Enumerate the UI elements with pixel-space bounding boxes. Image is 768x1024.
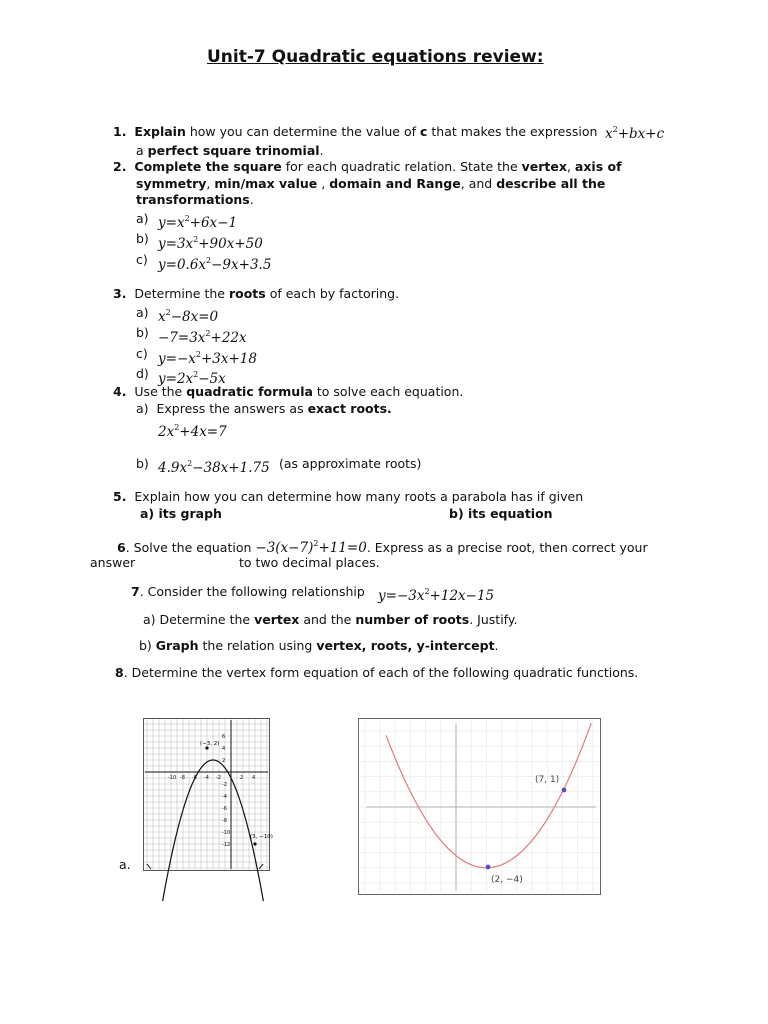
graph-a-x-tick-label: -4 (204, 775, 209, 781)
q7-part-b: b) Graph the relation using vertex, roots, y-intercept. (139, 638, 499, 653)
q1-line2: a perfect square trinomial. (136, 143, 324, 158)
q2-item-b-label: b) (136, 231, 149, 246)
q1-expression: $x^2+bx+c$ (605, 125, 665, 142)
q3-item-d-expr: $y=2x^2-5x$ (158, 370, 226, 387)
graph-a-y-tick-label: -10 (222, 830, 231, 836)
graph-a-y-tick-label: 4 (222, 746, 226, 752)
q2-item-a-label: a) (136, 211, 149, 226)
q5-line1: 5. Explain how you can determine how many roots a parabola has if given (113, 489, 584, 504)
q2-item-a-expr: $y=x^2+6x-1$ (158, 214, 238, 231)
q4-part-b-note: (as approximate roots) (279, 456, 422, 471)
page-title: Unit-7 Quadratic equations review: (207, 47, 544, 67)
q5-part-b: b) its equation (449, 506, 553, 521)
graph-a (143, 718, 273, 871)
q1-line1: 1. Explain how you can determine the value of c that makes the expression (113, 124, 598, 139)
graph-b (358, 718, 601, 895)
q4-part-a: a) Express the answers as exact roots. (136, 401, 392, 416)
q3-line1: 3. Determine the roots of each by factoring. (113, 286, 400, 301)
q7-part-a: a) Determine the vertex and the number of roots. Justify. (143, 612, 518, 627)
q4-line1: 4. Use the quadratic formula to solve each equation. (113, 384, 464, 399)
q3-item-d-label: d) (136, 366, 149, 381)
graph-a-y-tick-label: 2 (222, 758, 226, 764)
q4-part-b-expr: $4.9x^2-38x+1.75$ (158, 459, 270, 476)
q4-part-a-expr: $2x^2+4x=7$ (158, 423, 227, 440)
q5-part-a: a) its graph (140, 506, 222, 521)
graph-a-x-tick-label: -10 (168, 775, 177, 781)
q6-line2-answer: answer (90, 555, 136, 570)
graph-b-marked-point (562, 788, 567, 793)
q3-item-a-expr: $x^2-8x=0$ (158, 308, 219, 325)
q2-line3: transformations. (136, 192, 254, 207)
graph-a-x-tick-label: 2 (240, 775, 244, 781)
q2-item-c-label: c) (136, 252, 148, 267)
graph-b-point-label: (7, 1) (535, 775, 560, 785)
q2-item-b-expr: $y=3x^2+90x+50$ (158, 235, 263, 252)
q6-line2-rest: to two decimal places. (239, 555, 380, 570)
graph-a-y-tick-label: -12 (222, 842, 231, 848)
graph-b-vertex-label: (2, −4) (491, 875, 523, 885)
graph-a-x-tick-label: -2 (216, 775, 221, 781)
q2-line1: 2. Complete the square for each quadratic relation. State the vertex, axis of (113, 159, 622, 174)
q8-line1: 8. Determine the vertex form equation of each of the following quadratic functions. (115, 665, 639, 680)
q7-line1: 7. Consider the following relationship (131, 584, 365, 599)
q3-item-c-label: c) (136, 346, 148, 361)
graph-a-point-label: (3, −10) (250, 834, 273, 840)
q3-item-c-expr: $y=-x^2+3x+18$ (158, 350, 257, 367)
graph-a-y-tick-label: -8 (222, 818, 227, 824)
graph-a-y-tick-label: 6 (222, 734, 226, 740)
q3-item-b-label: b) (136, 325, 149, 340)
graph-a-y-tick-label: -6 (222, 806, 227, 812)
graph-a-vertex-label: (−3, 2) (200, 741, 220, 747)
graph-a-y-tick-label: -2 (222, 782, 227, 788)
q3-item-a-label: a) (136, 305, 149, 320)
q4-part-b-label: b) (136, 456, 149, 471)
q6-line1: 6. Solve the equation $-3(x-7)^2+11=0$. Express as a precise root, then correct your (117, 539, 648, 556)
q3-item-b-expr: $-7=3x^2+22x$ (158, 329, 247, 346)
q6-expression: $-3(x-7)^2+11=0$ (255, 539, 367, 556)
graph-a-marked-point (253, 842, 256, 845)
graph-a-x-tick-label: -8 (180, 775, 185, 781)
graph-a-y-tick-label: -4 (222, 794, 227, 800)
graph-b-vertex-point (486, 865, 491, 870)
graph-a-label: a. (119, 857, 131, 872)
graph-a-x-tick-label: 4 (252, 775, 256, 781)
q2-line2: symmetry, min/max value , domain and Range, and describe all the (136, 176, 606, 191)
q2-item-c-expr: $y=0.6x^2-9x+3.5$ (158, 256, 272, 273)
graph-a-x-tick-label: -6 (192, 775, 197, 781)
q7-expression: $y=-3x^2+12x-15$ (378, 587, 495, 604)
